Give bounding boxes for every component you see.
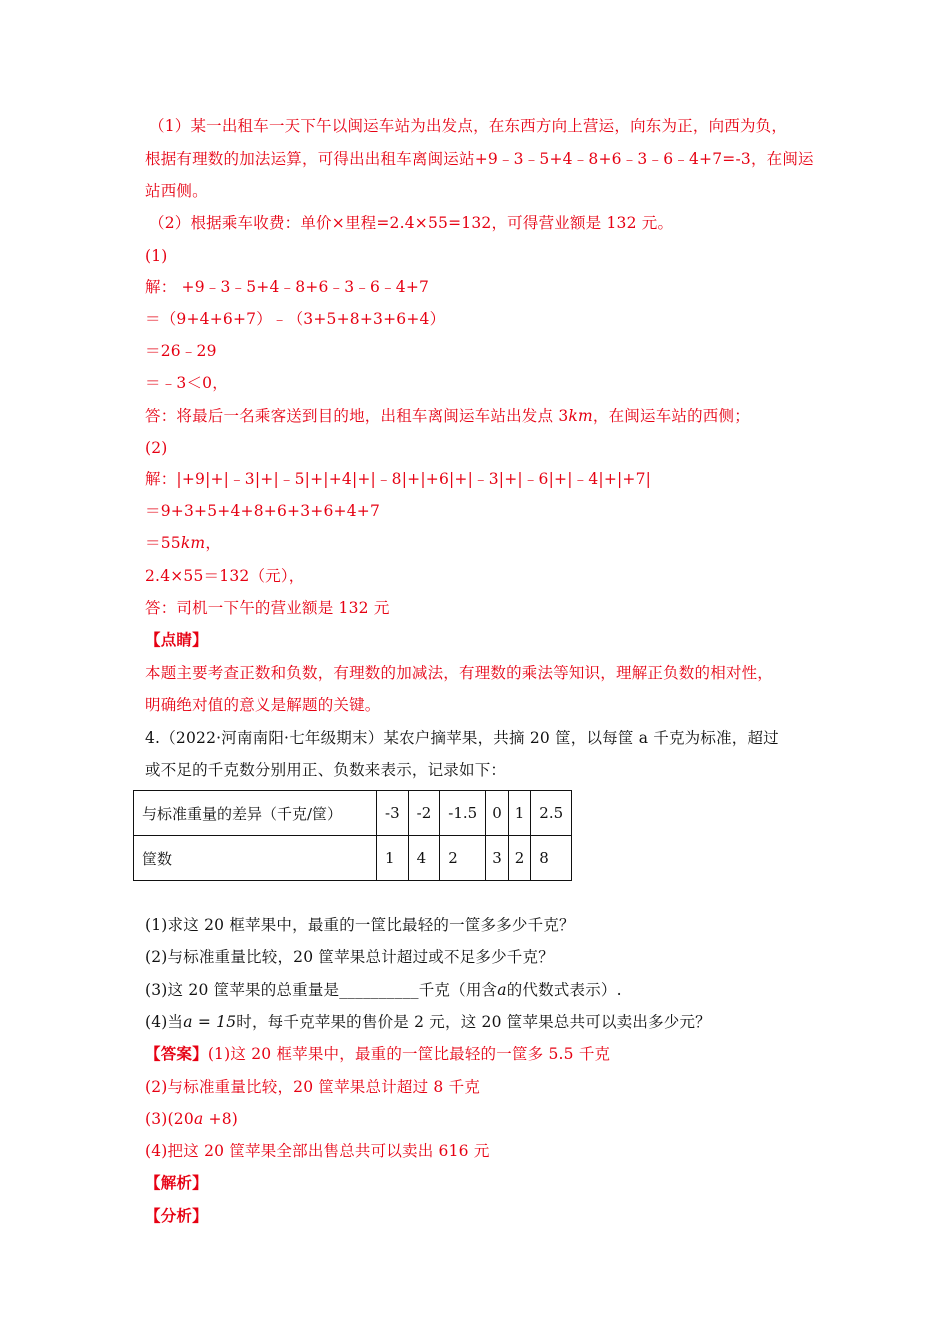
analysis-line-2: 根据有理数的加法运算，可得出出租车离闽运站+9﹣3﹣5+4﹣8+6﹣3﹣6﹣4+7=-3，在闽运 xyxy=(145,150,814,168)
solution-part2-step4: 2.4×55＝132（元）， xyxy=(145,567,305,585)
analysis-line-1: （1）某一出租车一天下午以闽运车站为出发点，在东西方向上营运，向东为正，向西为负， xyxy=(149,117,788,135)
solution-part2-step2: ＝9+3+5+4+8+6+3+6+4+7 xyxy=(145,502,381,520)
solution-part2-label: (2) xyxy=(145,439,168,457)
table-cell: -3 xyxy=(377,791,409,836)
solution-part1-step4: ＝﹣3＜0， xyxy=(145,374,228,392)
table-cell: 3 xyxy=(486,836,509,881)
table-row xyxy=(134,791,572,836)
question-4-line-2: 或不足的千克数分别用正、负数来表示，记录如下： xyxy=(145,761,507,779)
explanation-heading: 【解析】 xyxy=(145,1173,208,1192)
solution-part2-step3: ＝55km， xyxy=(145,534,222,552)
table-header-cell: 筐数 xyxy=(134,836,377,881)
solution-part1-step2: ＝（9+4+6+7）﹣（3+5+8+3+6+4） xyxy=(145,310,446,328)
table-cell: 1 xyxy=(508,791,531,836)
question-4-sub-4: (4)当a = 15时，每千克苹果的售价是 2 元，这 20 筐苹果总共可以卖出多少元？ xyxy=(145,1013,711,1031)
solution-part1-step3: ＝26﹣29 xyxy=(145,342,217,360)
table-cell: 2 xyxy=(508,836,531,881)
question-4-sub-2: (2)与标准重量比较，20 筐苹果总计超过或不足多少千克？ xyxy=(145,948,554,966)
question-4-sub-1: (1)求这 20 框苹果中，最重的一筐比最轻的一筐多多少千克？ xyxy=(145,916,575,934)
answer-line-4: (4)把这 20 筐苹果全部出售总共可以卖出 616 元 xyxy=(145,1142,490,1160)
table-cell: 2.5 xyxy=(531,791,572,836)
solution-part1-answer: 答：将最后一名乘客送到目的地，出租车离闽运车站出发点 3km，在闽运车站的西侧； xyxy=(145,407,750,425)
weight-difference-table xyxy=(133,790,572,881)
answer-line-1: 【答案】(1)这 20 框苹果中，最重的一筐比最轻的一筐多 5.5 千克 xyxy=(145,1044,611,1063)
analysis-line-4: （2）根据乘车收费：单价×里程=2.4×55=132，可得营业额是 132 元。 xyxy=(149,214,674,232)
analysis-heading: 【分析】 xyxy=(145,1206,208,1225)
table-cell: 2 xyxy=(440,836,486,881)
analysis-line-3: 站西侧。 xyxy=(145,182,208,200)
table-cell: 8 xyxy=(531,836,572,881)
answer-line-3: (3)(20a +8) xyxy=(145,1110,239,1128)
solution-part2-answer: 答：司机一下午的营业额是 132 元 xyxy=(145,599,390,617)
table-cell: 0 xyxy=(486,791,509,836)
solution-part1-label: (1) xyxy=(145,247,168,265)
table-header-cell: 与标准重量的差异（千克/筐） xyxy=(134,791,377,836)
solution-part1-step1: 解： +9﹣3﹣5+4﹣8+6﹣3﹣6﹣4+7 xyxy=(145,278,430,296)
table-row xyxy=(134,836,572,881)
table-cell: -2 xyxy=(408,791,440,836)
table-cell: 4 xyxy=(408,836,440,881)
comment-line-1: 本题主要考查正数和负数，有理数的加减法，有理数的乘法等知识，理解正负数的相对性， xyxy=(145,664,774,682)
solution-part2-step1: 解：|+9|+|﹣3|+|﹣5|+|+4|+|﹣8|+|+6|+|﹣3|+|﹣6|+|﹣4|+|+7| xyxy=(145,470,652,488)
answer-line-2: (2)与标准重量比较，20 筐苹果总计超过 8 千克 xyxy=(145,1078,481,1096)
table-cell: 1 xyxy=(377,836,409,881)
comment-heading: 【点睛】 xyxy=(145,630,208,649)
comment-line-2: 明确绝对值的意义是解题的关键。 xyxy=(145,696,381,714)
question-4-sub-3: (3)这 20 筐苹果的总重量是__________千克（用含a的代数式表示）. xyxy=(145,981,622,999)
question-4-line-1: 4.（2022·河南南阳·七年级期末）某农户摘苹果，共摘 20 筐，以每筐 a 千克为标准，超过 xyxy=(145,729,779,747)
table-cell: -1.5 xyxy=(440,791,486,836)
